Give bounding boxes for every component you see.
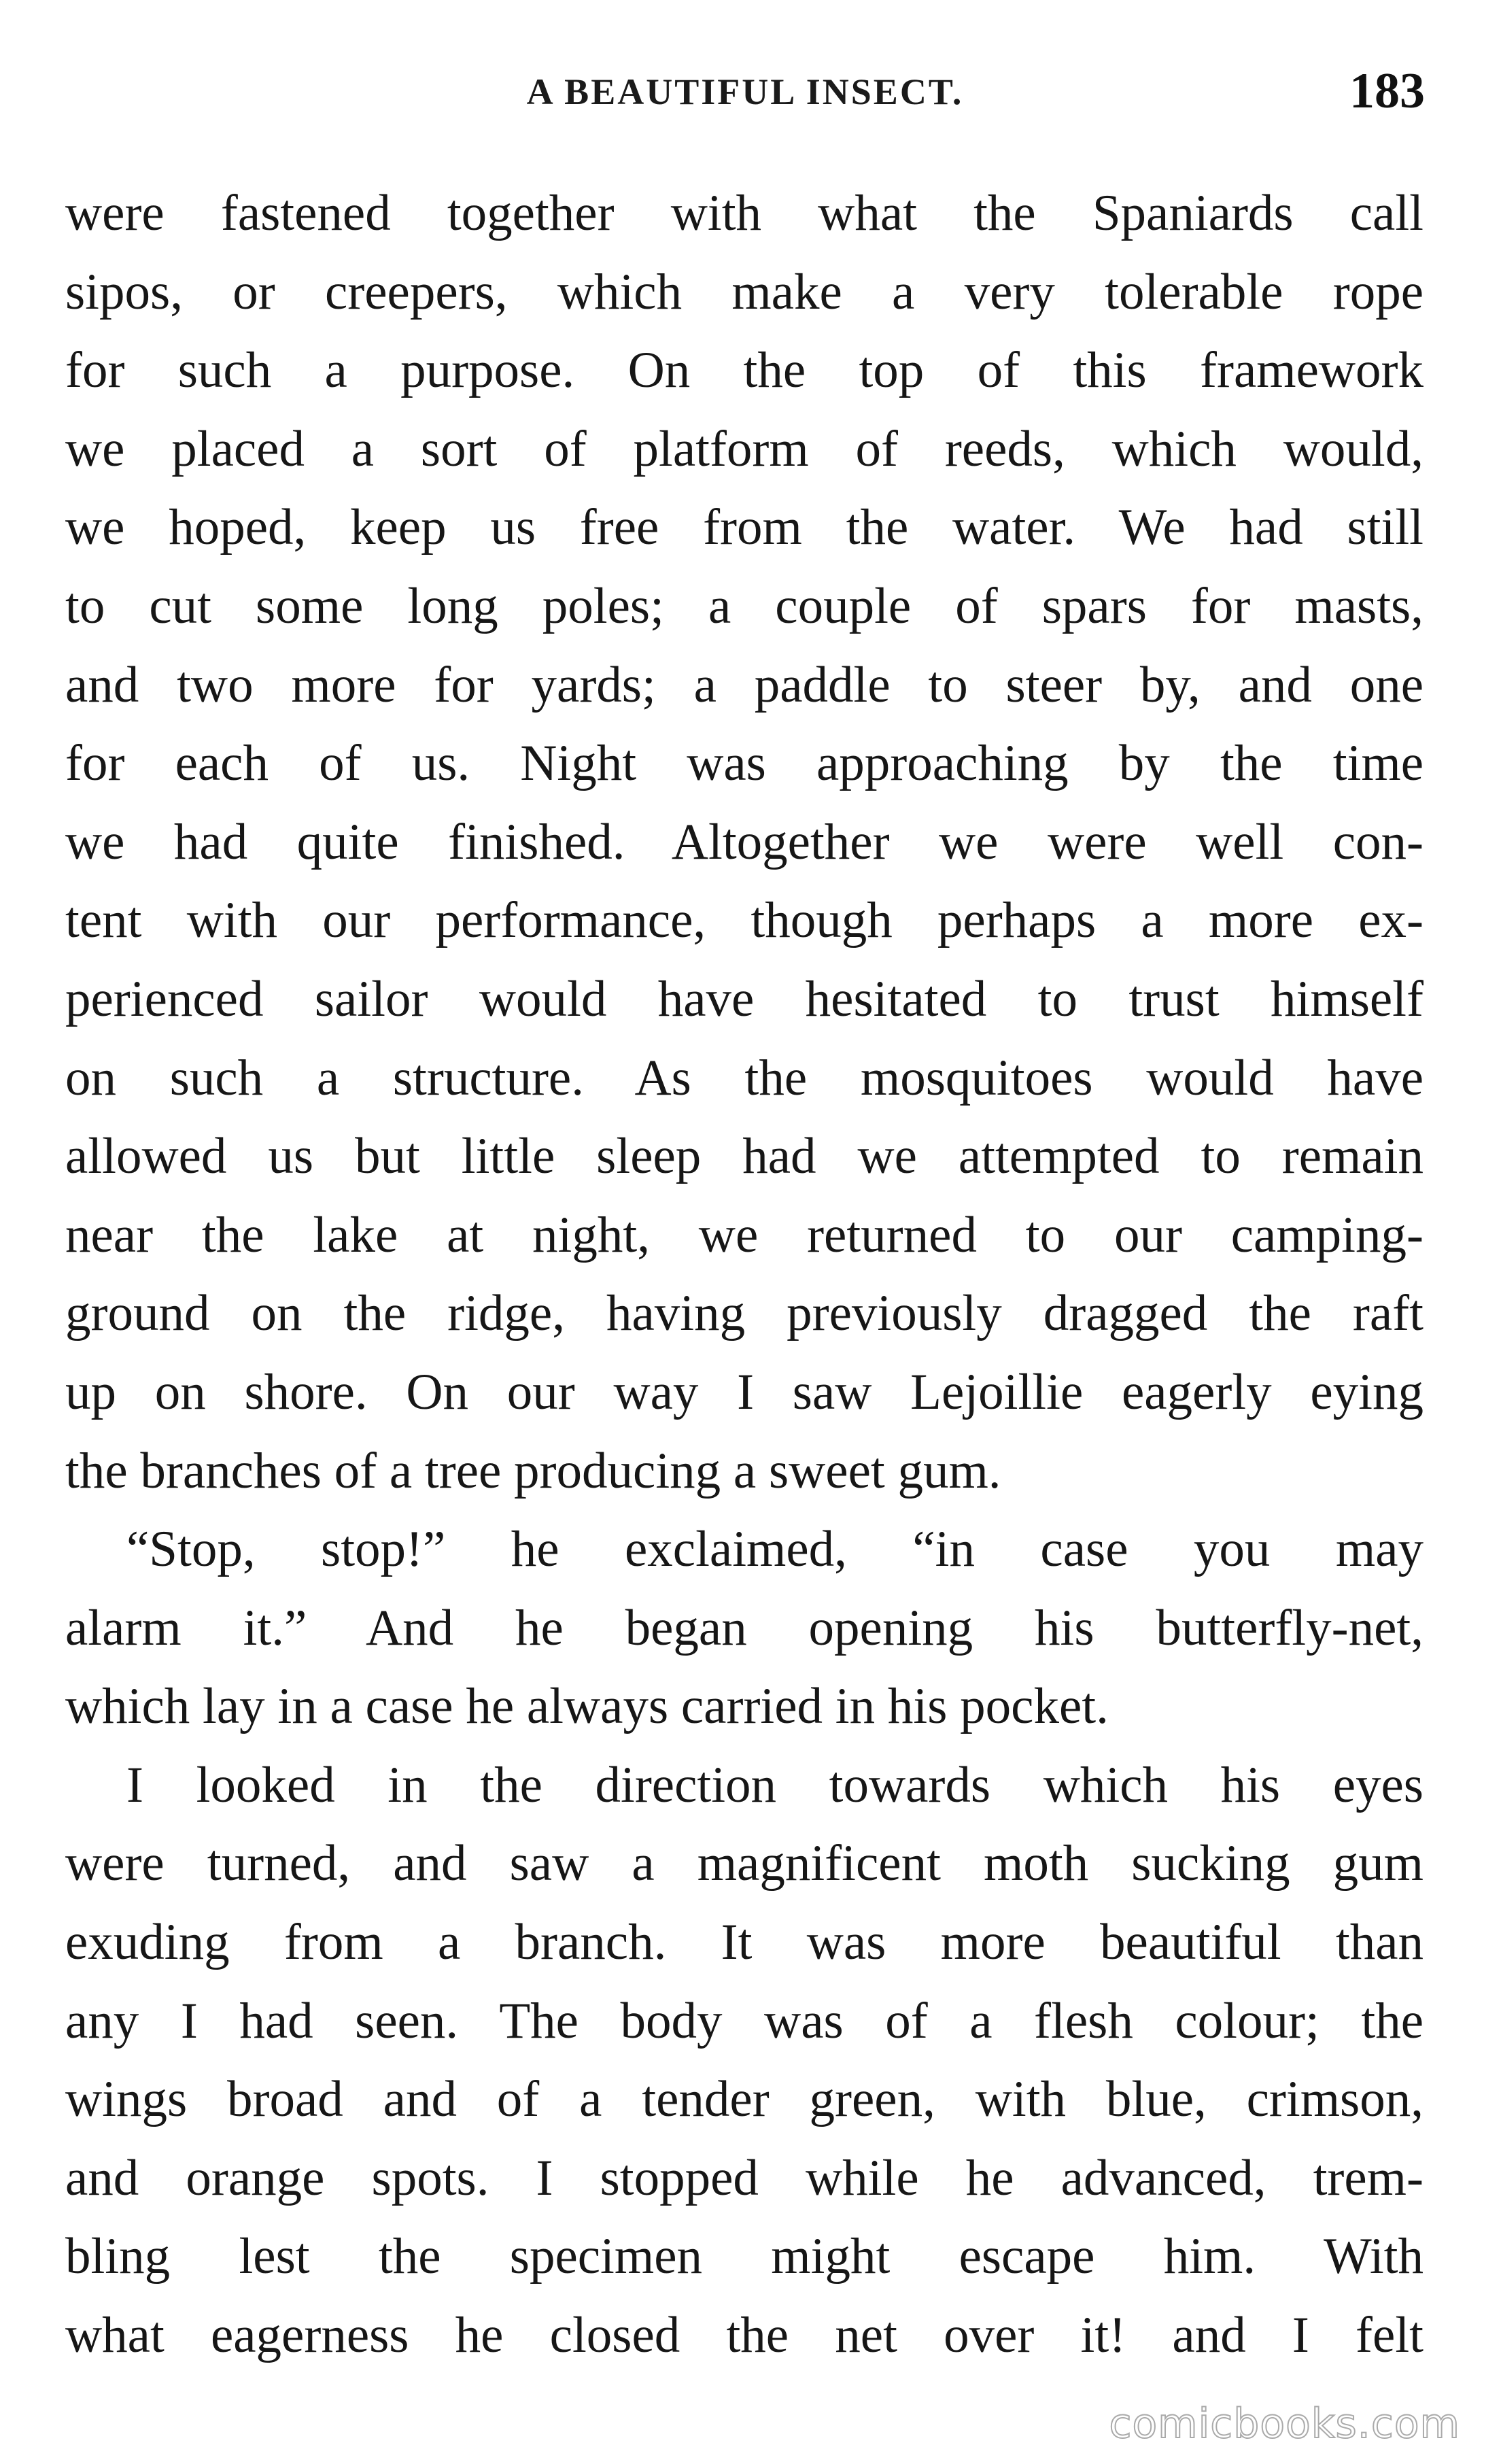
body-text: [65, 174, 1424, 2375]
text-line: “Stop, stop!” he exclaimed, “in case you may: [126, 1521, 1424, 1578]
text-line: wings broad and of a tender green, with blue, crimson,: [65, 2071, 1424, 2128]
text-line: up on shore. On our way I saw Lejoillie eagerly eying: [65, 1363, 1424, 1420]
text-line: what eagerness he closed the net over it! and I felt: [65, 2307, 1424, 2364]
text-line: the branches of a tree producing a sweet gum.: [65, 1442, 1001, 1499]
running-title: A BEAUTIFUL INSECT.: [526, 71, 964, 112]
text-line: for such a purpose. On the top of this framework: [65, 342, 1424, 399]
text-line: we placed a sort of platform of reeds, which would,: [65, 420, 1424, 477]
text-line: and two more for yards; a paddle to steer by, and one: [65, 656, 1424, 713]
page-number: 183: [1349, 63, 1425, 119]
text-line: for each of us. Night was approaching by the time: [65, 735, 1424, 792]
text-line: exuding from a branch. It was more beautiful than: [65, 1914, 1424, 1971]
text-line: to cut some long poles; a couple of spars for masts,: [65, 577, 1424, 634]
text-line: were fastened together with what the Spaniards call: [65, 185, 1424, 241]
text-line: any I had seen. The body was of a flesh colour; the: [65, 1992, 1424, 2049]
text-line: tent with our performance, though perhaps a more ex-: [65, 892, 1424, 949]
text-line: on such a structure. As the mosquitoes would have: [65, 1049, 1424, 1106]
text-line: we hoped, keep us free from the water. We had still: [65, 499, 1424, 556]
text-line: I looked in the direction towards which his eyes: [126, 1756, 1424, 1813]
watermark: comicbooks.com: [1109, 2400, 1460, 2448]
text-line: ground on the ridge, having previously dragged the raft: [65, 1285, 1424, 1342]
text-line: and orange spots. I stopped while he advanced, trem-: [65, 2149, 1424, 2206]
text-line: perienced sailor would have hesitated to trust himself: [65, 970, 1424, 1027]
text-line: alarm it.” And he began opening his butterfly-net,: [65, 1599, 1424, 1656]
text-line: near the lake at night, we returned to our camping-: [65, 1206, 1424, 1263]
running-head: [65, 63, 1425, 124]
text-line: were turned, and saw a magnificent moth sucking gum: [65, 1835, 1424, 1892]
text-line: we had quite finished. Altogether we were well con-: [65, 813, 1424, 870]
text-line: sipos, or creepers, which make a very tolerable rope: [65, 263, 1424, 320]
text-line: allowed us but little sleep had we attempted to remain: [65, 1128, 1424, 1185]
text-line: which lay in a case he always carried in his pocket.: [65, 1678, 1109, 1735]
text-line: bling lest the specimen might escape him. With: [65, 2228, 1424, 2285]
